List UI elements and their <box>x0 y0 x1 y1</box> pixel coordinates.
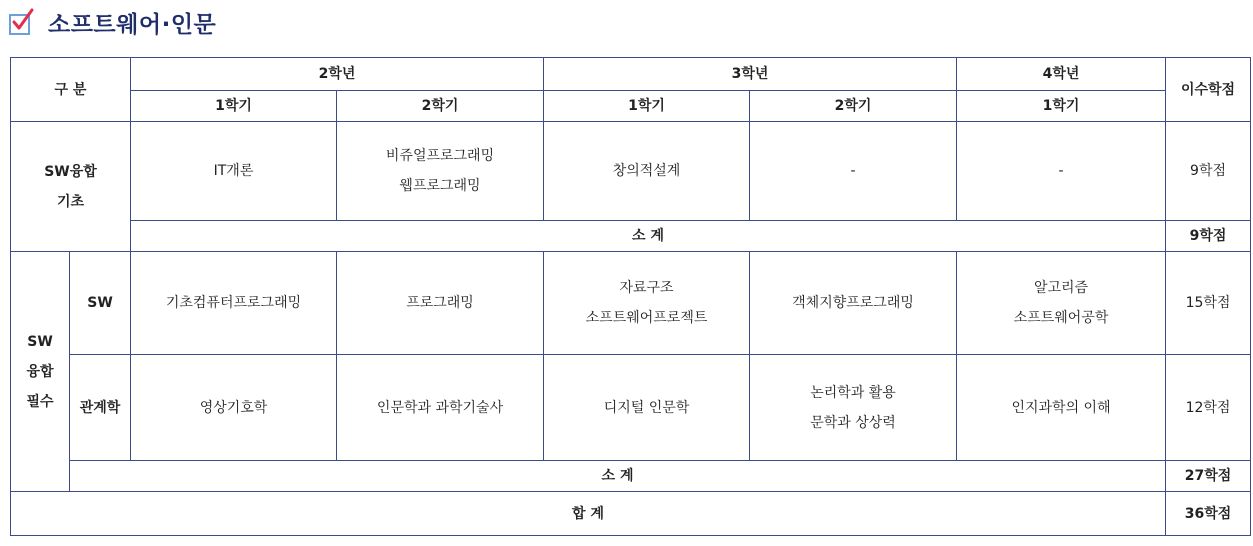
course-cell: 디지털 인문학 <box>544 355 750 461</box>
total-credits: 36학점 <box>1166 492 1251 536</box>
course-cell: - <box>957 122 1166 221</box>
year4-header: 4학년 <box>957 58 1166 91</box>
year4-sem1-header: 1학기 <box>957 91 1166 122</box>
sw-sub-label: SW <box>70 252 131 355</box>
course-cell: 창의적설계 <box>544 122 750 221</box>
credits-cell: 9학점 <box>1166 122 1251 221</box>
course-cell: 인문학과 과학기술사 <box>337 355 544 461</box>
category-header: 구 분 <box>11 58 131 122</box>
sw-required-label: SW 융합 필수 <box>11 252 70 492</box>
year2-sem2-header: 2학기 <box>337 91 544 122</box>
year2-sem1-header: 1학기 <box>131 91 337 122</box>
page-title-block <box>8 2 216 42</box>
credits-cell: 12학점 <box>1166 355 1251 461</box>
course-cell: 논리학과 활용 문학과 상상력 <box>750 355 957 461</box>
credits-header: 이수학점 <box>1166 58 1251 122</box>
year2-header: 2학년 <box>131 58 544 91</box>
course-cell: - <box>750 122 957 221</box>
course-cell: 객체지향프로그래밍 <box>750 252 957 355</box>
sw-basic-label: SW융합 기초 <box>11 122 131 252</box>
subtotal-label: 소 계 <box>131 221 1166 252</box>
checkbox-check-icon <box>8 8 36 36</box>
course-cell: 인지과학의 이해 <box>957 355 1166 461</box>
related-sub-label: 관계학 <box>70 355 131 461</box>
subtotal-label: 소 계 <box>70 461 1166 492</box>
year3-sem2-header: 2학기 <box>750 91 957 122</box>
subtotal-credits: 9학점 <box>1166 221 1251 252</box>
year3-sem1-header: 1학기 <box>544 91 750 122</box>
course-cell: 알고리즘 소프트웨어공학 <box>957 252 1166 355</box>
credits-cell: 15학점 <box>1166 252 1251 355</box>
page-title: 소프트웨어·인문 <box>48 11 217 38</box>
course-cell: 자료구조 소프트웨어프로젝트 <box>544 252 750 355</box>
course-cell: 비쥬얼프로그래밍 웹프로그래밍 <box>337 122 544 221</box>
total-label: 합 계 <box>11 492 1166 536</box>
subtotal-credits: 27학점 <box>1166 461 1251 492</box>
year3-header: 3학년 <box>544 58 957 91</box>
course-cell: IT개론 <box>131 122 337 221</box>
course-cell: 영상기호학 <box>131 355 337 461</box>
course-cell: 기초컴퓨터프로그래밍 <box>131 252 337 355</box>
curriculum-table <box>10 57 1251 536</box>
course-cell: 프로그래밍 <box>337 252 544 355</box>
